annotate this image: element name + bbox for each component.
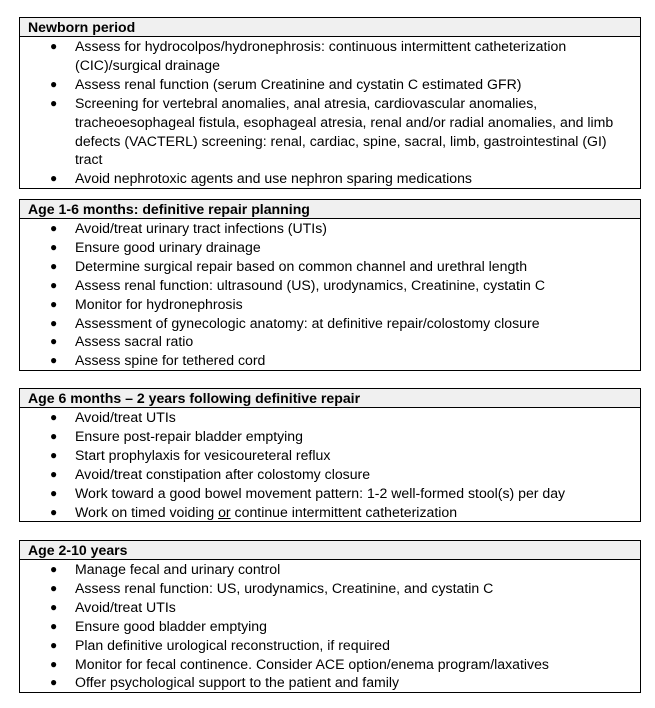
list-item: ● Avoid/treat urinary tract infections (UTIs) — [50, 220, 327, 236]
list-item: ● Assess renal function (serum Creatinine and cystatin C estimated GFR) — [50, 75, 522, 92]
bullet-icon: ● — [50, 410, 58, 424]
section-title: Age 6 months – 2 years following definitive repair — [20, 389, 640, 408]
bullet-icon: ● — [50, 353, 58, 368]
bullet-icon: ● — [50, 221, 58, 235]
list-item: ● Manage fecal and urinary control — [50, 561, 281, 577]
list-item: ● Assess sacral ratio — [50, 333, 194, 350]
bullet-icon: ● — [50, 296, 58, 311]
bullet-icon: ● — [50, 334, 58, 349]
section-age-6-months-2-years — [19, 388, 641, 522]
list-item: ● Plan definitive urological reconstruction, if required — [50, 636, 390, 653]
list-item: ● Assessment of gynecologic anatomy: at definitive repair/colostomy closure — [50, 314, 540, 331]
bullet-icon: ● — [50, 39, 58, 53]
list-item: ● Avoid/treat UTIs — [50, 409, 176, 425]
section-title: Age 2-10 years — [20, 541, 640, 560]
bullet-icon: ● — [50, 580, 58, 595]
list-item: ● Assess renal function: US, urodynamics, Creatinine, and cystatin C — [50, 579, 494, 596]
list-item: ● Avoid/treat UTIs — [50, 598, 176, 615]
section-age-2-10-years — [19, 540, 641, 693]
list-item: ● Ensure post-repair bladder emptying — [50, 427, 303, 444]
list-item: ● Work on timed voiding or continue intermittent catheterization — [50, 503, 458, 520]
bullet-icon: ● — [50, 656, 58, 671]
bullet-icon: ● — [50, 258, 58, 273]
bullet-icon: ● — [50, 637, 58, 652]
list-item: ● Start prophylaxis for vesicoureteral reflux — [50, 446, 331, 463]
bullet-icon: ● — [50, 599, 58, 614]
list-item: ● Ensure good urinary drainage — [50, 238, 261, 255]
section-title: Age 1-6 months: definitive repair planning — [20, 200, 640, 219]
bullet-icon: ● — [50, 239, 58, 254]
bullet-icon: ● — [50, 277, 58, 292]
list-item: ● Monitor for hydronephrosis — [50, 295, 243, 312]
bullet-icon: ● — [50, 447, 58, 462]
bullet-icon: ● — [50, 315, 58, 330]
list-item: ● Avoid/treat constipation after colostomy closure — [50, 465, 371, 482]
list-item: ● Ensure good bladder emptying — [50, 617, 267, 634]
bullet-icon: ● — [50, 76, 58, 91]
list-item: ● Assess for hydrocolpos/hydronephrosis: continuous intermittent catheterization (CIC)/surgical drainage — [50, 38, 567, 73]
list-item: ● Screening for vertebral anomalies, anal atresia, cardiovascular anomalies, tracheoesophageal fistula, esophageal atresia, renal and/or radial anomalies, and limb defects (VACTERL) screening: renal, cardiac, spine, sacral, limb, gastrointestinal (GI) tract — [50, 94, 614, 168]
list-item: ● Determine surgical repair based on common channel and urethral length — [50, 257, 528, 274]
bullet-icon: ● — [50, 675, 58, 690]
bullet-icon: ● — [50, 466, 58, 481]
item-list — [20, 408, 640, 521]
bullet-icon: ● — [50, 485, 58, 500]
list-item: ● Work toward a good bowel movement pattern: 1-2 well-formed stool(s) per day — [50, 484, 566, 501]
item-list — [20, 560, 640, 692]
underlined-word: or — [218, 503, 231, 520]
section-newborn-period — [19, 17, 641, 189]
bullet-icon: ● — [50, 95, 58, 110]
item-list — [20, 37, 640, 188]
list-item: ● Avoid nephrotoxic agents and use nephron sparing medications — [50, 170, 472, 187]
bullet-icon: ● — [50, 171, 58, 186]
list-item: ● Assess spine for tethered cord — [50, 352, 266, 369]
section-title: Newborn period — [20, 18, 640, 37]
bullet-icon: ● — [50, 562, 58, 576]
list-item: ● Assess renal function: ultrasound (US), urodynamics, Creatinine, cystatin C — [50, 276, 545, 293]
list-item: ● Offer psychological support to the patient and family — [50, 674, 400, 691]
bullet-icon: ● — [50, 618, 58, 633]
list-item: ● Monitor for fecal continence. Consider ACE option/enema program/laxatives — [50, 655, 549, 672]
bullet-icon: ● — [50, 504, 58, 519]
item-list — [20, 219, 640, 370]
bullet-icon: ● — [50, 428, 58, 443]
section-age-1-6-months — [19, 199, 641, 371]
